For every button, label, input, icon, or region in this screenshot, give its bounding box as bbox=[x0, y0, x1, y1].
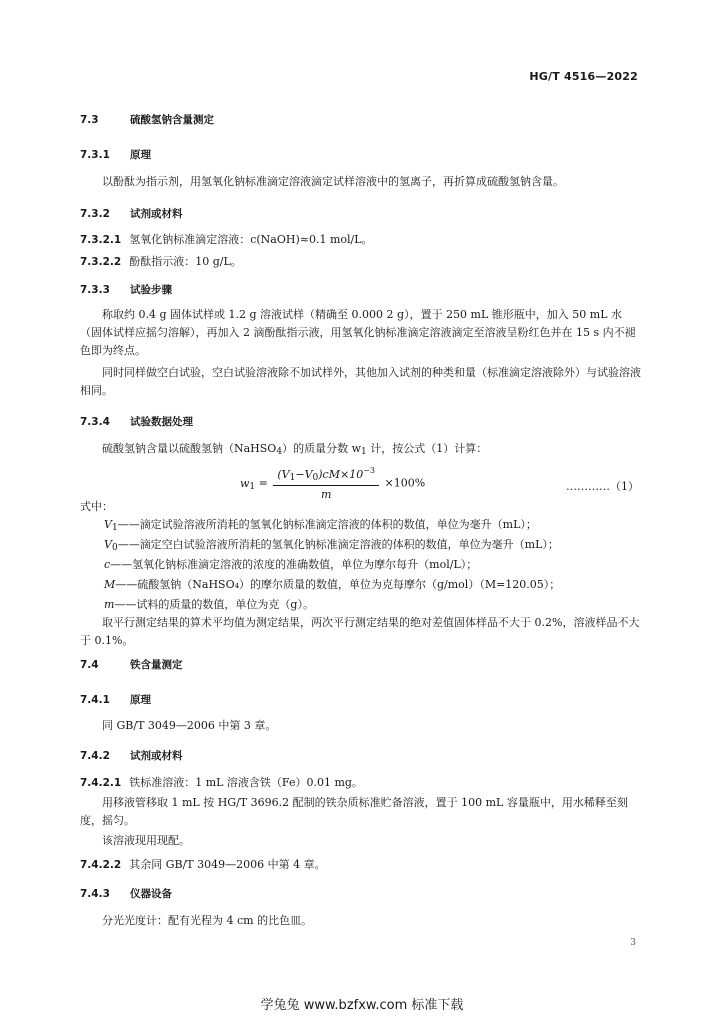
definition-v1: $V_1——$滴定试验溶液所消耗的氢氧化钠标准滴定溶液的体积的数值，单位为毫升（mL）； bbox=[104, 518, 537, 533]
section-heading-7-3-4 bbox=[80, 414, 193, 429]
section-heading-7-3-2 bbox=[80, 206, 183, 221]
section-title: 试验步骤 bbox=[130, 284, 172, 296]
intro-text-a: 硫酸氢钠含量以硫酸氢钠（NaHSO bbox=[102, 442, 277, 455]
paragraph-procedure-1: 称取约 0.4 g 固体试样或 1.2 g 溶液试样（精确至 0.000 2 g），置于 250 mL 锥形瓶中，加入 50 mL 水（固体试样应摇匀溶解），再加入 2 滴酚酞指示液，用氢氧化钠标准滴定溶液滴定至溶液呈粉红色并在 15 s 内不褪色即为终点。 bbox=[80, 308, 636, 357]
clause-text: 铁标准溶液：1 mL 溶液含铁（Fe）0.01 mg。 bbox=[129, 776, 363, 789]
clause-text: 氢氧化钠标准滴定溶液：c(NaOH)≈0.1 mol/L。 bbox=[129, 233, 373, 246]
paragraph-iron-standard-note: 该溶液现用现配。 bbox=[102, 834, 190, 847]
section-title: 仪器设备 bbox=[130, 888, 172, 900]
clause-number: 7.3.2.1 bbox=[80, 234, 122, 246]
section-title: 试验数据处理 bbox=[130, 416, 193, 428]
section-number: 7.3.1 bbox=[80, 149, 110, 161]
section-heading-7-3 bbox=[80, 112, 214, 127]
paragraph-instrument: 分光光度计：配有光程为 4 cm 的比色皿。 bbox=[102, 914, 313, 927]
standard-number: HG/T 4516—2022 bbox=[529, 70, 638, 83]
intro-subscript: 4 bbox=[276, 447, 283, 457]
section-number: 7.3 bbox=[80, 114, 99, 126]
paragraph-iron-principle: 同 GB/T 3049—2006 中第 3 章。 bbox=[102, 719, 277, 732]
clause-number: 7.4.2.2 bbox=[80, 859, 122, 871]
section-number: 7.3.3 bbox=[80, 284, 110, 296]
section-number: 7.4.3 bbox=[80, 888, 110, 900]
formula-numerator: $(V_1-V_0)cM\times 10^{-3}$ bbox=[273, 466, 379, 486]
section-heading-7-4-3 bbox=[80, 886, 172, 901]
paragraph-iron-standard-prep: 用移液管移取 1 mL 按 HG/T 3696.2 配制的铁杂质标准贮备溶液，置于 100 mL 容量瓶中，用水稀释至刻度，摇匀。 bbox=[80, 796, 628, 827]
section-title: 试剂或材料 bbox=[130, 208, 183, 220]
clause-number: 7.4.2.1 bbox=[80, 777, 122, 789]
intro-text-c: 计，按公式（1）计算： bbox=[366, 442, 488, 455]
formula-1: $w_1$ = $\frac{(V_1-V_0)cM\times 10^{-3}}{m}$ ×100% bbox=[240, 466, 426, 501]
clause-7-4-2-1 bbox=[80, 774, 363, 792]
section-title: 试剂或材料 bbox=[130, 750, 183, 762]
section-number: 7.3.2 bbox=[80, 208, 110, 220]
section-number: 7.4.1 bbox=[80, 694, 110, 706]
clause-7-3-2-1 bbox=[80, 231, 373, 249]
page-number: 3 bbox=[630, 938, 636, 948]
section-number: 7.4 bbox=[80, 659, 99, 671]
section-heading-7-3-1 bbox=[80, 147, 151, 162]
paragraph-principle: 以酚酞为指示剂，用氢氧化钠标准滴定溶液滴定试样溶液中的氢离子，再折算成硫酸氢钠含量。 bbox=[102, 175, 564, 188]
paragraph-calculation-intro bbox=[80, 440, 642, 461]
section-title: 原理 bbox=[130, 694, 151, 706]
section-title: 硫酸氢钠含量测定 bbox=[130, 114, 214, 126]
definition-m-molar: M——硫酸氢钠（NaHSO₄）的摩尔质量的数值，单位为克每摩尔（g/mol）（M=120.05）； bbox=[104, 578, 561, 591]
definition-c: c——氢氧化钠标准滴定溶液的浓度的准确数值，单位为摩尔每升（mol/L）； bbox=[104, 558, 478, 571]
section-heading-7-4-2 bbox=[80, 748, 183, 763]
section-title: 铁含量测定 bbox=[130, 659, 183, 671]
definition-m-mass: m——试料的质量的数值，单位为克（g）。 bbox=[104, 598, 314, 611]
formula-lhs: $w_1$ bbox=[240, 476, 256, 492]
equation-number: …………（1） bbox=[566, 480, 639, 493]
intro-subscript: 1 bbox=[361, 447, 367, 457]
clause-7-3-2-2 bbox=[80, 253, 242, 271]
section-heading-7-3-3 bbox=[80, 282, 172, 297]
clause-number: 7.3.2.2 bbox=[80, 256, 122, 268]
clause-text: 其余同 GB/T 3049—2006 中第 4 章。 bbox=[129, 858, 326, 871]
where-label: 式中： bbox=[80, 500, 113, 513]
intro-text-b: ）的质量分数 w bbox=[282, 442, 361, 455]
paragraph-conclusion: 取平行测定结果的算术平均值为测定结果，两次平行测定结果的绝对差值固体样品不大于 0.2%，溶液样品不大于 0.1%。 bbox=[80, 616, 640, 647]
section-number: 7.3.4 bbox=[80, 416, 110, 428]
clause-7-4-2-2 bbox=[80, 856, 326, 874]
section-number: 7.4.2 bbox=[80, 750, 110, 762]
formula-denominator: m bbox=[320, 488, 332, 501]
section-heading-7-4-1 bbox=[80, 692, 151, 707]
formula-fraction bbox=[273, 466, 379, 501]
clause-text: 酚酞指示液：10 g/L。 bbox=[129, 255, 242, 268]
formula-percent: ×100% bbox=[384, 476, 426, 490]
watermark-footer: 学兔兔 www.bzfxw.com 标准下载 bbox=[260, 998, 464, 1013]
definition-v0: $V_0——$滴定空白试验溶液所消耗的氢氧化钠标准滴定溶液的体积的数值，单位为毫升（mL）； bbox=[104, 538, 559, 553]
section-title: 原理 bbox=[130, 149, 151, 161]
paragraph-procedure-2: 同时同样做空白试验，空白试验溶液除不加试样外，其他加入试剂的种类和量（标准滴定溶液除外）与试验溶液相同。 bbox=[80, 366, 641, 397]
section-heading-7-4 bbox=[80, 657, 183, 672]
